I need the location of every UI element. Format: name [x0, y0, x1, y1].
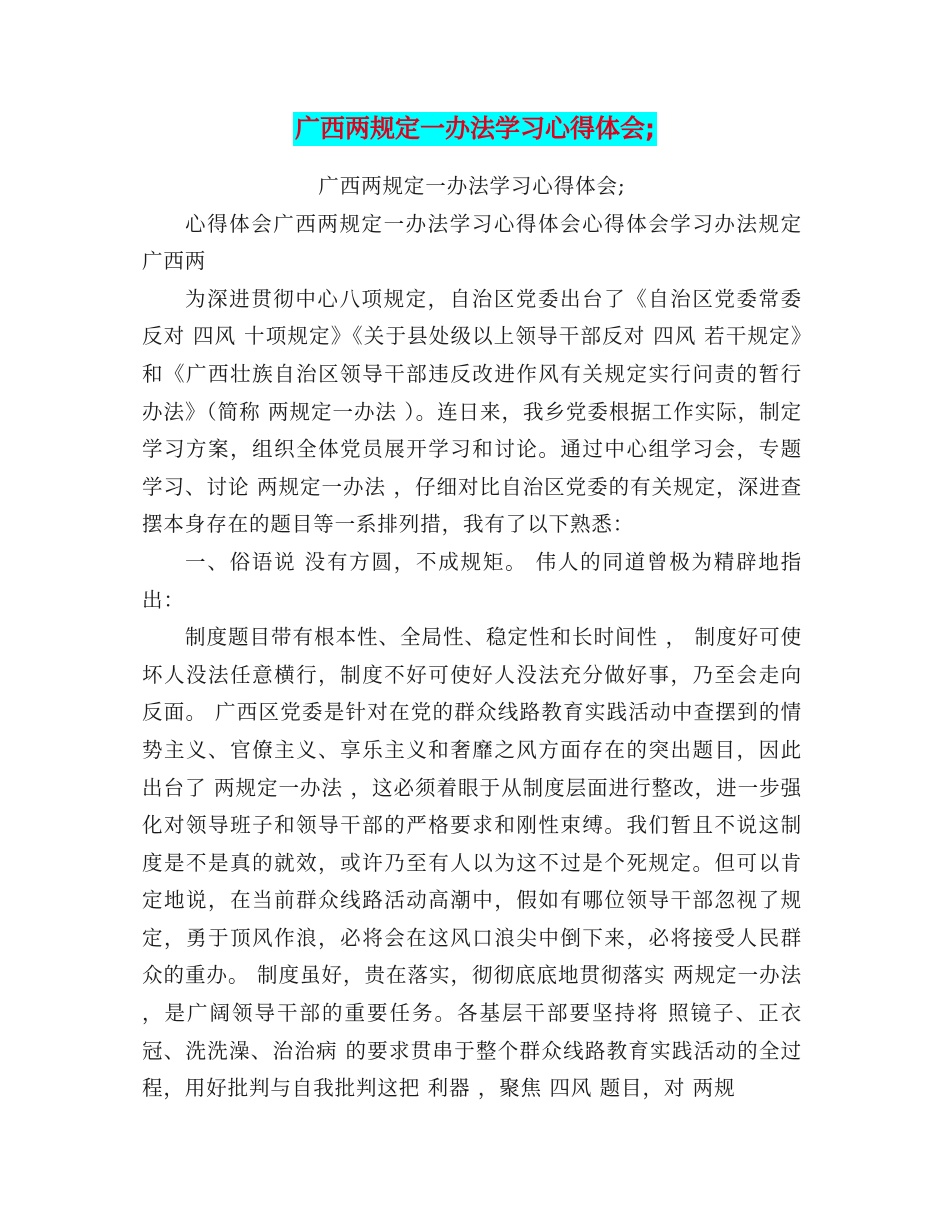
document-title: 广西两规定一办法学习心得体会;: [293, 112, 657, 146]
title-area: [0, 112, 950, 146]
document-subtitle: 广西两规定一办法学习心得体会;: [318, 174, 626, 198]
paragraph: 制度题目带有根本性、全局性、稳定性和长时间性 ， 制度好可使坏人没法任意横行，制度不好可使好人没法充分做好事，乃至会走向反面。 广西区党委是针对在党的群众线路教育实践活动中查摆到的情势主义、官僚主义、享乐主义和奢靡之风方面存在的突出题目，因此出台了 两规定一办法 ，这必须着眼于从制度层面进行整改，进一步强化对领导班子和领导干部的严格要求和刚性束缚。我们暂且不说这制度是不是真的就效，或许乃至有人以为这不过是个死规定。但可以肯定地说，在当前群众线路活动高潮中，假如有哪位领导干部忽视了规定，勇于顶风作浪，必将会在这风口浪尖中倒下来，必将接受人民群众的重办。 制度虽好，贵在落实，彻彻底底地贯彻落实 两规定一办法 ，是广阔领导干部的重要任务。各基层干部要坚持将 照镜子、正衣冠、洗洗澡、治治病 的要求贯串于整个群众线路教育实践活动的全过程，用好批判与自我批判这把 利器 ，聚焦 四风 题目，对 两规: [142, 625, 802, 1101]
document-body: [142, 168, 802, 1108]
paragraph: 一、俗语说 没有方圆，不成规矩。 伟人的同道曾极为精辟地指出：: [142, 549, 802, 612]
paragraph: 心得体会广西两规定一办法学习心得体会心得体会学习办法规定广西两: [142, 211, 802, 274]
paragraph: 为深进贯彻中心八项规定，自治区党委出台了《自治区党委常委反对 四风 十项规定》《关于县处级以上领导干部反对 四风 若干规定》和《广西壮族自治区领导干部违反改进作风有关规定实行问责的暂行办法》（简称 两规定一办法 ）。连日来，我乡党委根据工作实际，制定学习方案，组织全体党员展开学习和讨论。通过中心组学习会，专题学习、讨论 两规定一办法 ，仔细对比自治区党委的有关规定，深进查摆本身存在的题目等一系排列措，我有了以下熟悉：: [142, 286, 802, 537]
